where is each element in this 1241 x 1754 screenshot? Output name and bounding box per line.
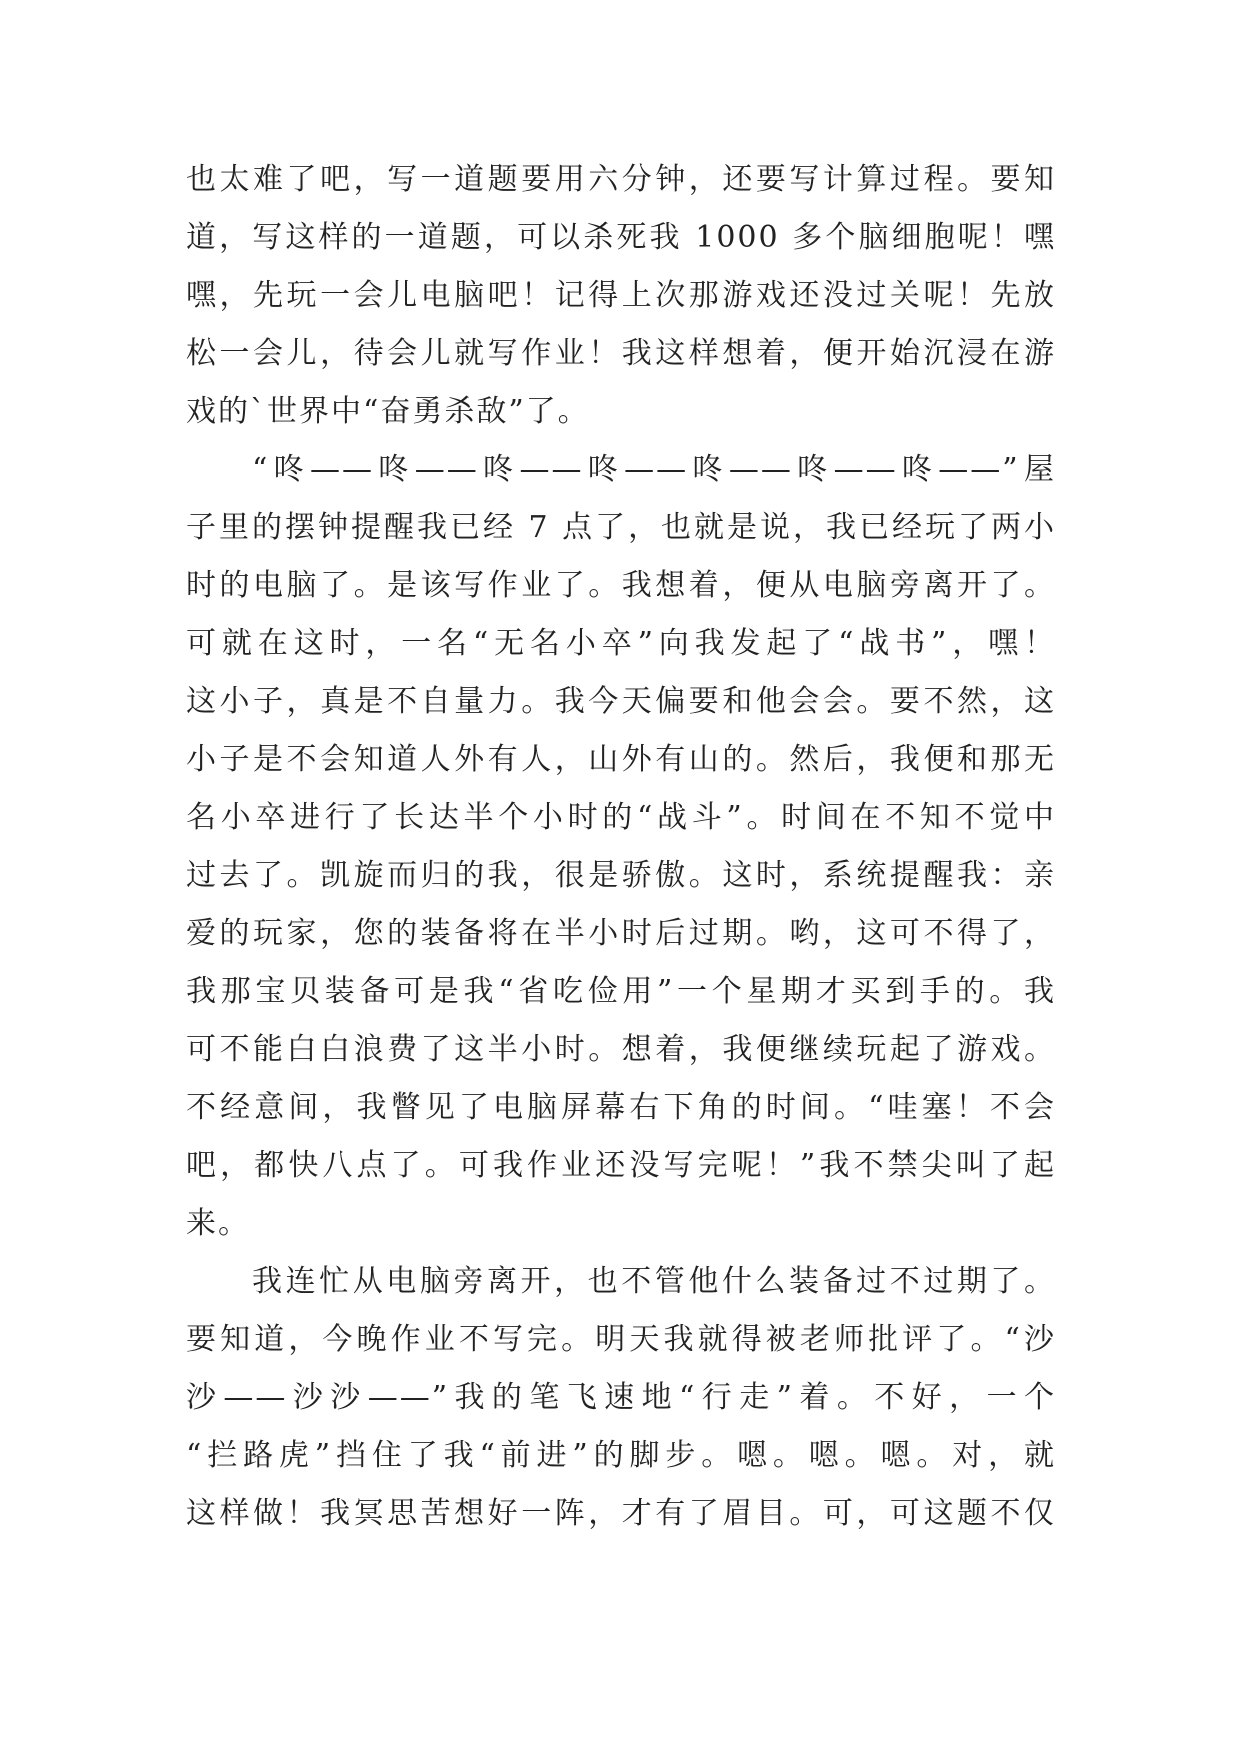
text-line: 我连忙从电脑旁离开，也不管他什么装备过不过期了。 [252,1264,1056,1299]
text-line: 这小子，真是不自量力。我今天偏要和他会会。要不然，这 [186,684,1056,719]
text-line: 道，写这样的一道题，可以杀死我 1000 多个脑细胞呢！嘿 [186,220,1056,255]
text-line: 名小卒进行了长达半个小时的“战斗”。时间在不知不觉中 [186,800,1056,835]
text-line: 不经意间，我瞥见了电脑屏幕右下角的时间。“哇塞！不会 [186,1090,1056,1125]
text-line: 要知道，今晚作业不写完。明天我就得被老师批评了。“沙 [186,1322,1056,1357]
text-line: 爱的玩家，您的装备将在半小时后过期。哟，这可不得了， [186,916,1056,951]
text-line: “咚——咚——咚——咚——咚——咚——咚——”屋 [252,452,1056,487]
body-text [186,151,1056,1543]
text-line: 戏的`世界中“奋勇杀敌”了。 [186,394,590,429]
text-line: 可不能白白浪费了这半小时。想着，我便继续玩起了游戏。 [186,1032,1056,1067]
text-line: 也太难了吧，写一道题要用六分钟，还要写计算过程。要知 [186,162,1056,197]
text-line: 吧，都快八点了。可我作业还没写完呢！”我不禁尖叫了起 [186,1148,1056,1183]
text-line: 沙——沙沙——”我的笔飞速地“行走”着。不好，一个 [186,1380,1056,1415]
text-line: 松一会儿，待会儿就写作业！我这样想着，便开始沉浸在游 [186,336,1056,371]
text-line: 过去了。凯旋而归的我，很是骄傲。这时，系统提醒我：亲 [186,858,1056,893]
text-line: 我那宝贝装备可是我“省吃俭用”一个星期才买到手的。我 [186,974,1056,1009]
text-line: 可就在这时，一名“无名小卒”向我发起了“战书”，嘿！ [186,626,1056,661]
text-line: “拦路虎”挡住了我“前进”的脚步。嗯。嗯。嗯。对，就 [186,1438,1056,1473]
text-line: 小子是不会知道人外有人，山外有山的。然后，我便和那无 [186,742,1056,777]
text-line: 这样做！我冥思苦想好一阵，才有了眉目。可，可这题不仅 [186,1496,1056,1531]
text-line: 时的电脑了。是该写作业了。我想着，便从电脑旁离开了。 [186,568,1056,603]
text-line: 来。 [186,1206,250,1241]
text-line: 子里的摆钟提醒我已经 7 点了，也就是说，我已经玩了两小 [186,510,1056,545]
text-line: 嘿，先玩一会儿电脑吧！记得上次那游戏还没过关呢！先放 [186,278,1056,313]
